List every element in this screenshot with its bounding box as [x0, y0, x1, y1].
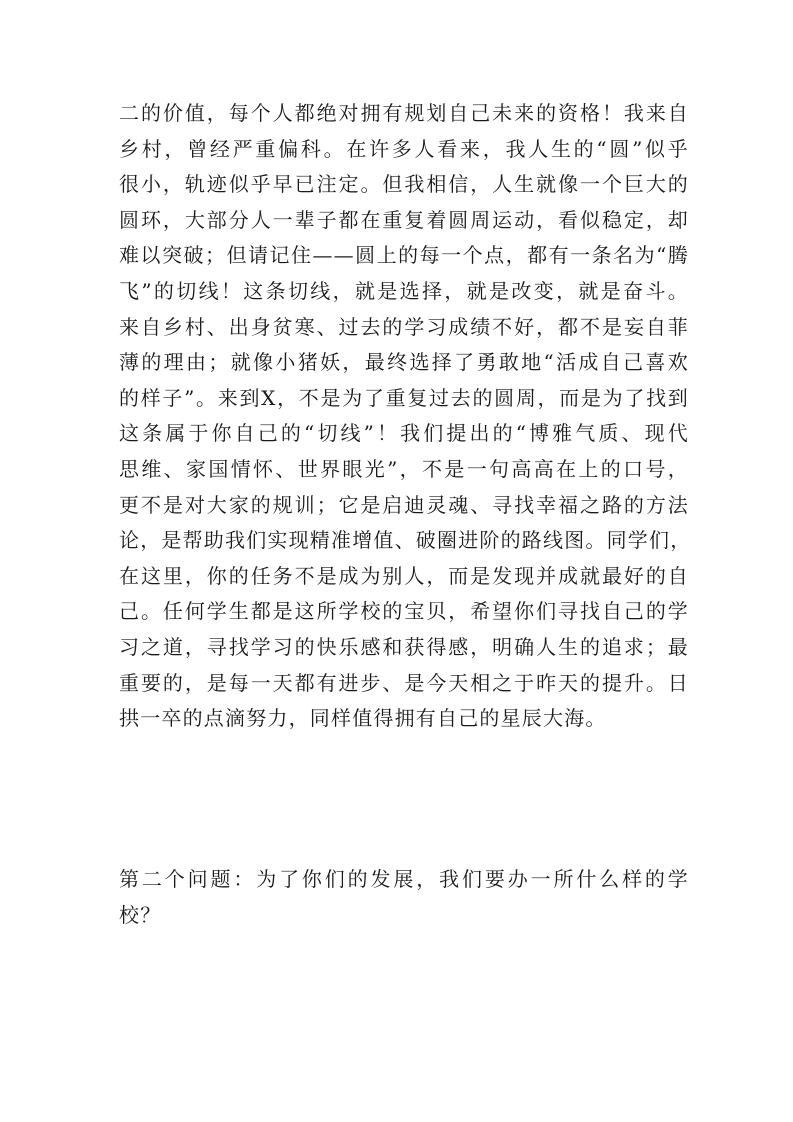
text-line: 第二个问题：为了你们的发展，我们要办一所什么样的学	[119, 867, 689, 891]
section-question-paragraph	[119, 862, 689, 933]
text-line: 习之道，寻找学习的快乐感和获得感，明确人生的追求；最	[119, 634, 689, 659]
text-line: 飞”的切线！这条切线，就是选择，就是改变，就是奋斗。	[119, 278, 689, 303]
text-line: 很小，轨迹似乎早已注定。但我相信，人生就像一个巨大的	[119, 172, 689, 197]
text-line: 更不是对大家的规训；它是启迪灵魂、寻找幸福之路的方法	[119, 492, 689, 517]
text-line: 拱一卒的点滴努力，同样值得拥有自己的星辰大海。	[119, 706, 607, 731]
text-line: 圆环，大部分人一辈子都在重复着圆周运动，看似稳定，却	[119, 207, 689, 232]
text-line: 论，是帮助我们实现精准增值、破圈进阶的路线图。同学们，	[119, 528, 692, 553]
text-line: 二的价值，每个人都绝对拥有规划自己未来的资格！我来自	[119, 101, 689, 125]
text-line: 薄的理由；就像小猪妖，最终选择了勇敢地“活成自己喜欢	[119, 350, 689, 375]
text-line: 思维、家国情怀、世界眼光”，不是一句高高在上的口号，	[119, 456, 689, 481]
text-line: 乡村，曾经严重偏科。在许多人看来，我人生的“圆”似乎	[119, 136, 689, 161]
text-line: 难以突破；但请记住——圆上的每一个点，都有一条名为“腾	[119, 243, 689, 268]
text-line: 的样子”。来到X，不是为了重复过去的圆周，而是为了找到	[119, 385, 689, 410]
text-line: 重要的，是每一天都有进步、是今天相之于昨天的提升。日	[119, 670, 689, 695]
text-line: 这条属于你自己的“切线”！我们提出的“博雅气质、现代	[119, 421, 689, 446]
text-line: 在这里，你的任务不是成为别人，而是发现并成就最好的自	[119, 563, 689, 588]
text-line: 己。任何学生都是这所学校的宝贝，希望你们寻找自己的学	[119, 599, 689, 624]
text-line: 校？	[119, 902, 162, 927]
body-paragraph	[119, 96, 692, 737]
text-line: 来自乡村、出身贫寒、过去的学习成绩不好，都不是妄自菲	[119, 314, 689, 339]
